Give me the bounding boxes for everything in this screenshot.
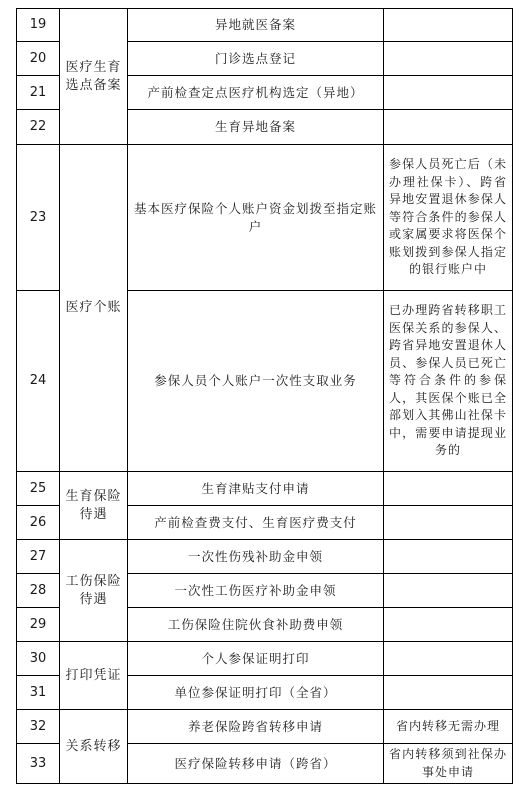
- service-name: 一次性伤残补助金申领: [128, 540, 384, 574]
- row-number: 25: [17, 472, 60, 506]
- service-name: 工伤保险住院伙食补助费申领: [128, 608, 384, 642]
- service-note: 省内转移无需办理: [384, 710, 513, 744]
- service-name: 基本医疗保险个人账户资金划拨至指定账户: [128, 145, 384, 291]
- service-name: 一次性工伤医疗补助金申领: [128, 574, 384, 608]
- row-number: 21: [17, 76, 60, 110]
- service-note: [384, 642, 513, 676]
- service-note: [384, 608, 513, 642]
- service-note: [384, 506, 513, 540]
- service-name: 单位参保证明打印（全省）: [128, 676, 384, 710]
- row-number: 28: [17, 574, 60, 608]
- service-name: 养老保险跨省转移申请: [128, 710, 384, 744]
- category-label: 医疗个账: [65, 300, 122, 315]
- table-row: [17, 710, 513, 744]
- service-name: 产前检查定点医疗机构选定（异地）: [128, 76, 384, 110]
- row-number: 24: [17, 291, 60, 472]
- service-name: 异地就医备案: [128, 9, 384, 42]
- table-row: [17, 472, 513, 506]
- table-row: [17, 145, 513, 291]
- row-number: 32: [17, 710, 60, 744]
- category-label: 关系转移: [65, 738, 122, 754]
- category-cell: [60, 642, 128, 710]
- service-name: 产前检查费支付、生育医疗费支付: [128, 506, 384, 540]
- service-name: 门诊选点登记: [128, 42, 384, 76]
- service-note: 参保人员死亡后（未办理社保卡）、跨省异地安置退休参保人等符合条件的参保人或家属要求将医保个账划拨到参保人指定的银行账户中: [384, 145, 513, 291]
- row-number: 29: [17, 608, 60, 642]
- row-number: 19: [17, 9, 60, 42]
- row-number: 22: [17, 110, 60, 145]
- service-note: [384, 472, 513, 506]
- service-note: [384, 540, 513, 574]
- row-number: 31: [17, 676, 60, 710]
- row-number: 27: [17, 540, 60, 574]
- service-note: [384, 574, 513, 608]
- service-note: 已办理跨省转移职工医保关系的参保人、跨省异地安置退休人员、参保人员已死亡等符合条件的参保人，其医保个账已全部划入其佛山社保卡中，需要申请提现业务的: [384, 291, 513, 472]
- row-number: 33: [17, 744, 60, 784]
- service-name: 个人参保证明打印: [128, 642, 384, 676]
- service-note: [384, 76, 513, 110]
- service-name: 生育异地备案: [128, 110, 384, 145]
- service-name: 生育津贴支付申请: [128, 472, 384, 506]
- table-row: [17, 9, 513, 42]
- category-cell: [60, 710, 128, 784]
- service-note: [384, 110, 513, 145]
- services-table: [16, 8, 513, 784]
- table-row: [17, 540, 513, 574]
- category-cell: [60, 145, 128, 472]
- category-label: 医疗生育选点备案: [65, 59, 122, 93]
- category-label: 生育保险待遇: [65, 488, 122, 522]
- category-cell: [60, 472, 128, 540]
- row-number: 30: [17, 642, 60, 676]
- service-note: 省内转移须到社保办事处申请: [384, 744, 513, 784]
- service-note: [384, 676, 513, 710]
- category-label: 工伤保险待遇: [65, 573, 122, 607]
- row-number: 23: [17, 145, 60, 291]
- table-row: [17, 642, 513, 676]
- category-label: 打印凭证: [65, 667, 122, 683]
- service-name: 医疗保险转移申请（跨省）: [128, 744, 384, 784]
- category-cell: [60, 540, 128, 642]
- category-cell: [60, 9, 128, 145]
- row-number: 26: [17, 506, 60, 540]
- service-note: [384, 9, 513, 42]
- service-note: [384, 42, 513, 76]
- row-number: 20: [17, 42, 60, 76]
- service-name: 参保人员个人账户一次性支取业务: [128, 291, 384, 472]
